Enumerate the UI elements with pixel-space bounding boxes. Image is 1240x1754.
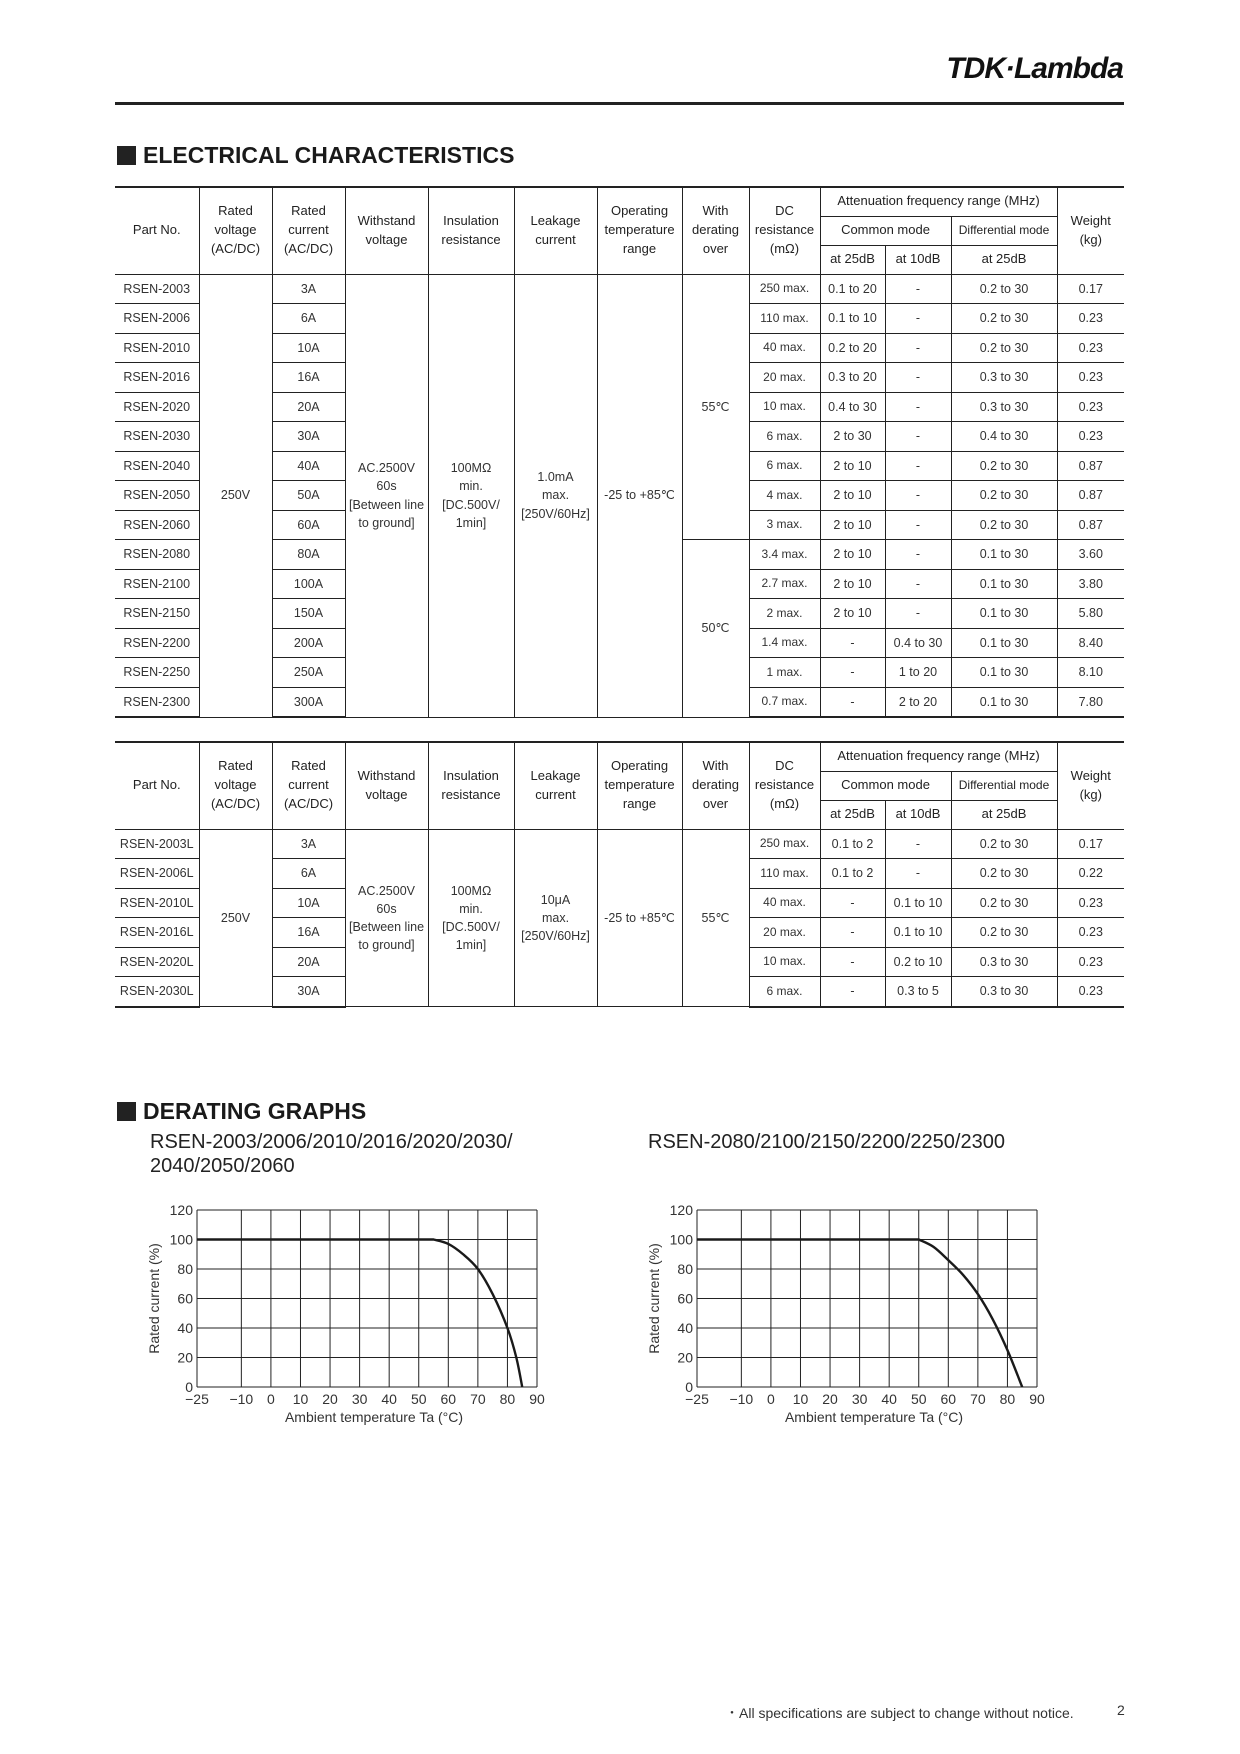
svg-text:60: 60 (177, 1290, 193, 1307)
cm-10db-cell: - (885, 510, 951, 540)
th-operating-temperature: Operating temperature range (597, 742, 682, 829)
derating-cell: 55℃ (682, 829, 749, 1007)
part-no-cell: RSEN-2080 (115, 540, 199, 570)
dc-resistance-cell: 6 max. (749, 451, 820, 481)
part-no-cell: RSEN-2020 (115, 392, 199, 422)
part-no-cell: RSEN-2040 (115, 451, 199, 481)
dm-25db-cell: 0.2 to 30 (951, 304, 1057, 334)
weight-cell: 0.87 (1057, 481, 1124, 511)
svg-text:70: 70 (470, 1391, 486, 1407)
dm-25db-cell: 0.2 to 30 (951, 859, 1057, 889)
tdk-lambda-logo: TDK·Lambda (946, 52, 1123, 85)
cm-25db-cell: 2 to 10 (820, 481, 885, 511)
svg-text:80: 80 (677, 1261, 693, 1277)
dc-resistance-cell: 1 max. (749, 658, 820, 688)
part-no-cell: RSEN-2010L (115, 888, 199, 918)
weight-cell: 0.22 (1057, 859, 1124, 889)
cm-10db-cell: 0.4 to 30 (885, 628, 951, 658)
rated-current-cell: 200A (272, 628, 345, 658)
svg-text:−25: −25 (185, 1391, 209, 1407)
weight-cell: 7.80 (1057, 687, 1124, 717)
part-no-cell: RSEN-2030 (115, 422, 199, 452)
section-heading-derating (117, 1098, 366, 1125)
dm-25db-cell: 0.1 to 30 (951, 687, 1057, 717)
dm-25db-cell: 0.1 to 30 (951, 599, 1057, 629)
th-cm-10db: at 10dB (885, 245, 951, 274)
weight-cell: 0.23 (1057, 304, 1124, 334)
insulation-resistance-cell: 100MΩ min. [DC.500V/ 1min] (428, 829, 514, 1007)
svg-text:120: 120 (169, 1202, 193, 1218)
weight-cell: 0.87 (1057, 451, 1124, 481)
dc-resistance-cell: 4 max. (749, 481, 820, 511)
cm-10db-cell: 0.2 to 10 (885, 947, 951, 977)
dm-25db-cell: 0.1 to 30 (951, 540, 1057, 570)
rated-current-cell: 30A (272, 422, 345, 452)
th-derating: With derating over (682, 742, 749, 829)
th-rated-voltage: Rated voltage (AC/DC) (199, 187, 272, 274)
cm-25db-cell: - (820, 687, 885, 717)
weight-cell: 0.23 (1057, 392, 1124, 422)
derating-cell: 50℃ (682, 540, 749, 718)
cm-10db-cell: - (885, 363, 951, 393)
insulation-resistance-cell: 100MΩ min. [DC.500V/ 1min] (428, 274, 514, 717)
weight-cell: 0.23 (1057, 422, 1124, 452)
dm-25db-cell: 0.2 to 30 (951, 510, 1057, 540)
svg-text:40: 40 (677, 1320, 693, 1336)
cm-10db-cell: - (885, 422, 951, 452)
th-dc-resistance: DC resistance (mΩ) (749, 742, 820, 829)
rated-current-cell: 20A (272, 947, 345, 977)
dm-25db-cell: 0.4 to 30 (951, 422, 1057, 452)
x-axis-label: Ambient temperature Ta (°C) (284, 1409, 464, 1425)
svg-text:80: 80 (999, 1391, 1016, 1407)
cm-10db-cell: - (885, 304, 951, 334)
dm-25db-cell: 0.1 to 30 (951, 628, 1057, 658)
cm-25db-cell: 2 to 10 (820, 569, 885, 599)
th-attenuation: Attenuation frequency range (MHz) (820, 187, 1057, 216)
footer-note: ・All specifications are subject to change without notice. (725, 1705, 1074, 1721)
svg-text:−25: −25 (685, 1391, 709, 1407)
cm-10db-cell: 1 to 20 (885, 658, 951, 688)
dc-resistance-cell: 110 max. (749, 859, 820, 889)
dc-resistance-cell: 6 max. (749, 422, 820, 452)
th-part-no: Part No. (115, 742, 199, 829)
dc-resistance-cell: 2 max. (749, 599, 820, 629)
svg-text:20: 20 (677, 1349, 693, 1366)
dc-resistance-cell: 6 max. (749, 977, 820, 1007)
th-differential-mode: Differential mode (951, 216, 1057, 245)
dc-resistance-cell: 10 max. (749, 947, 820, 977)
table-body (115, 829, 1124, 1007)
svg-text:90: 90 (1029, 1391, 1045, 1407)
svg-text:20: 20 (322, 1391, 338, 1407)
cm-25db-cell: - (820, 977, 885, 1007)
weight-cell: 0.23 (1057, 918, 1124, 948)
svg-text:−10: −10 (229, 1391, 254, 1407)
rated-current-cell: 80A (272, 540, 345, 570)
cm-10db-cell: - (885, 451, 951, 481)
rated-current-cell: 300A (272, 687, 345, 717)
derating-cell: 55℃ (682, 274, 749, 540)
cm-10db-cell: 2 to 20 (885, 687, 951, 717)
rated-current-cell: 16A (272, 918, 345, 948)
rated-current-cell: 50A (272, 481, 345, 511)
cm-25db-cell: - (820, 947, 885, 977)
cm-25db-cell: - (820, 628, 885, 658)
dc-resistance-cell: 0.7 max. (749, 687, 820, 717)
heading-text: DERATING GRAPHS (143, 1098, 367, 1124)
cm-25db-cell: 0.4 to 30 (820, 392, 885, 422)
dc-resistance-cell: 250 max. (749, 274, 820, 304)
svg-text:120: 120 (669, 1202, 693, 1218)
cm-10db-cell: - (885, 333, 951, 363)
svg-text:10: 10 (792, 1391, 809, 1407)
dm-25db-cell: 0.3 to 30 (951, 392, 1057, 422)
y-axis-label: Rated current (%) (646, 1243, 662, 1354)
cm-25db-cell: - (820, 658, 885, 688)
x-axis-label: Ambient temperature Ta (°C) (784, 1409, 964, 1425)
part-no-cell: RSEN-2010 (115, 333, 199, 363)
table-body (115, 274, 1124, 717)
part-no-cell: RSEN-2016L (115, 918, 199, 948)
svg-text:20: 20 (822, 1391, 838, 1407)
th-dm-25db: at 25dB (951, 245, 1057, 274)
svg-text:60: 60 (940, 1391, 957, 1407)
dm-25db-cell: 0.3 to 30 (951, 977, 1057, 1007)
svg-text:40: 40 (881, 1391, 897, 1407)
dc-resistance-cell: 40 max. (749, 888, 820, 918)
th-leakage-current: Leakage current (514, 187, 597, 274)
derating-chart-2 (640, 1195, 1060, 1435)
operating-temp-cell: -25 to +85℃ (597, 829, 682, 1007)
th-leakage-current: Leakage current (514, 742, 597, 829)
part-no-cell: RSEN-2003L (115, 829, 199, 859)
cm-10db-cell: - (885, 599, 951, 629)
withstand-voltage-cell: AC.2500V 60s [Between line to ground] (345, 829, 428, 1007)
chart1-title: RSEN-2003/2006/2010/2016/2020/2030/ 2040/2050/2060 (150, 1131, 513, 1178)
part-no-cell: RSEN-2020L (115, 947, 199, 977)
weight-cell: 0.23 (1057, 888, 1124, 918)
dm-25db-cell: 0.2 to 30 (951, 829, 1057, 859)
svg-text:30: 30 (351, 1391, 368, 1407)
weight-cell: 0.23 (1057, 363, 1124, 393)
dm-25db-cell: 0.3 to 30 (951, 363, 1057, 393)
part-no-cell: RSEN-2060 (115, 510, 199, 540)
cm-10db-cell: 0.1 to 10 (885, 888, 951, 918)
dm-25db-cell: 0.2 to 30 (951, 333, 1057, 363)
table-row (115, 829, 1124, 859)
dm-25db-cell: 0.2 to 30 (951, 481, 1057, 511)
part-no-cell: RSEN-2050 (115, 481, 199, 511)
table-row (115, 274, 1124, 304)
weight-cell: 0.87 (1057, 510, 1124, 540)
svg-text:10: 10 (292, 1391, 309, 1407)
withstand-voltage-cell: AC.2500V 60s [Between line to ground] (345, 274, 428, 717)
rated-current-cell: 10A (272, 888, 345, 918)
cm-25db-cell: 0.2 to 20 (820, 333, 885, 363)
cm-10db-cell: - (885, 481, 951, 511)
svg-text:40: 40 (177, 1320, 193, 1336)
svg-text:0: 0 (185, 1379, 193, 1395)
rated-current-cell: 6A (272, 859, 345, 889)
heading-square-icon (117, 1102, 136, 1121)
dm-25db-cell: 0.1 to 30 (951, 569, 1057, 599)
weight-cell: 8.40 (1057, 628, 1124, 658)
section-heading-electrical (117, 142, 514, 169)
cm-25db-cell: 0.1 to 10 (820, 304, 885, 334)
leakage-current-cell: 10μA max. [250V/60Hz] (514, 829, 597, 1007)
part-no-cell: RSEN-2030L (115, 977, 199, 1007)
cm-10db-cell: - (885, 569, 951, 599)
svg-text:100: 100 (669, 1231, 693, 1248)
th-rated-current: Rated current (AC/DC) (272, 742, 345, 829)
cm-10db-cell: - (885, 859, 951, 889)
th-insulation-resistance: Insulation resistance (428, 742, 514, 829)
dm-25db-cell: 0.1 to 30 (951, 658, 1057, 688)
derating-chart-1 (140, 1195, 560, 1435)
cm-25db-cell: 2 to 10 (820, 451, 885, 481)
dc-resistance-cell: 110 max. (749, 304, 820, 334)
dc-resistance-cell: 250 max. (749, 829, 820, 859)
svg-text:80: 80 (499, 1391, 516, 1407)
rated-voltage-cell: 250V (199, 274, 272, 717)
part-no-cell: RSEN-2006L (115, 859, 199, 889)
svg-text:20: 20 (177, 1349, 193, 1366)
rated-current-cell: 40A (272, 451, 345, 481)
chart2-title: RSEN-2080/2100/2150/2200/2250/2300 (648, 1131, 1005, 1153)
header-rule (115, 102, 1124, 105)
cm-25db-cell: - (820, 888, 885, 918)
y-axis-label: Rated current (%) (146, 1243, 162, 1354)
weight-cell: 5.80 (1057, 599, 1124, 629)
operating-temp-cell: -25 to +85℃ (597, 274, 682, 717)
th-cm-25db: at 25dB (820, 800, 885, 829)
svg-text:70: 70 (970, 1391, 986, 1407)
part-no-cell: RSEN-2003 (115, 274, 199, 304)
dc-resistance-cell: 3.4 max. (749, 540, 820, 570)
dm-25db-cell: 0.2 to 30 (951, 451, 1057, 481)
rated-current-cell: 16A (272, 363, 345, 393)
weight-cell: 3.80 (1057, 569, 1124, 599)
rated-voltage-cell: 250V (199, 829, 272, 1007)
cm-25db-cell: 2 to 30 (820, 422, 885, 452)
th-insulation-resistance: Insulation resistance (428, 187, 514, 274)
th-withstand-voltage: Withstand voltage (345, 742, 428, 829)
dc-resistance-cell: 20 max. (749, 363, 820, 393)
dm-25db-cell: 0.3 to 30 (951, 947, 1057, 977)
weight-cell: 0.23 (1057, 947, 1124, 977)
dm-25db-cell: 0.2 to 30 (951, 274, 1057, 304)
weight-cell: 0.23 (1057, 333, 1124, 363)
th-weight: Weight (kg) (1057, 742, 1124, 829)
part-no-cell: RSEN-2200 (115, 628, 199, 658)
weight-cell: 0.17 (1057, 274, 1124, 304)
cm-25db-cell: 0.1 to 2 (820, 859, 885, 889)
svg-text:0: 0 (267, 1391, 275, 1407)
th-rated-voltage: Rated voltage (AC/DC) (199, 742, 272, 829)
th-withstand-voltage: Withstand voltage (345, 187, 428, 274)
cm-10db-cell: - (885, 540, 951, 570)
dc-resistance-cell: 3 max. (749, 510, 820, 540)
cm-25db-cell: 2 to 10 (820, 599, 885, 629)
svg-text:80: 80 (177, 1261, 193, 1277)
th-dm-25db: at 25dB (951, 800, 1057, 829)
th-common-mode: Common mode (820, 216, 951, 245)
rated-current-cell: 20A (272, 392, 345, 422)
svg-text:100: 100 (169, 1231, 193, 1248)
table-header (115, 742, 1124, 829)
dc-resistance-cell: 40 max. (749, 333, 820, 363)
cm-10db-cell: - (885, 392, 951, 422)
svg-text:50: 50 (910, 1391, 927, 1407)
svg-text:0: 0 (685, 1379, 693, 1395)
page-number: 2 (1117, 1702, 1125, 1718)
part-no-cell: RSEN-2100 (115, 569, 199, 599)
part-no-cell: RSEN-2150 (115, 599, 199, 629)
cm-10db-cell: - (885, 829, 951, 859)
part-no-cell: RSEN-2300 (115, 687, 199, 717)
svg-text:60: 60 (440, 1391, 457, 1407)
dm-25db-cell: 0.2 to 30 (951, 888, 1057, 918)
weight-cell: 0.23 (1057, 977, 1124, 1007)
part-no-cell: RSEN-2006 (115, 304, 199, 334)
th-differential-mode: Differential mode (951, 771, 1057, 800)
rated-current-cell: 100A (272, 569, 345, 599)
dm-25db-cell: 0.2 to 30 (951, 918, 1057, 948)
cm-25db-cell: 0.3 to 20 (820, 363, 885, 393)
leakage-current-cell: 1.0mA max. [250V/60Hz] (514, 274, 597, 717)
th-common-mode: Common mode (820, 771, 951, 800)
th-rated-current: Rated current (AC/DC) (272, 187, 345, 274)
svg-text:50: 50 (410, 1391, 427, 1407)
th-cm-10db: at 10dB (885, 800, 951, 829)
rated-current-cell: 60A (272, 510, 345, 540)
th-cm-25db: at 25dB (820, 245, 885, 274)
dc-resistance-cell: 2.7 max. (749, 569, 820, 599)
th-derating: With derating over (682, 187, 749, 274)
dc-resistance-cell: 1.4 max. (749, 628, 820, 658)
cm-25db-cell: 0.1 to 2 (820, 829, 885, 859)
electrical-characteristics-table-low-leakage (115, 741, 1124, 1008)
svg-text:30: 30 (851, 1391, 868, 1407)
cm-10db-cell: - (885, 274, 951, 304)
svg-text:0: 0 (767, 1391, 775, 1407)
part-no-cell: RSEN-2250 (115, 658, 199, 688)
part-no-cell: RSEN-2016 (115, 363, 199, 393)
svg-text:−10: −10 (729, 1391, 754, 1407)
rated-current-cell: 10A (272, 333, 345, 363)
th-weight: Weight (kg) (1057, 187, 1124, 274)
cm-25db-cell: 0.1 to 20 (820, 274, 885, 304)
rated-current-cell: 150A (272, 599, 345, 629)
rated-current-cell: 250A (272, 658, 345, 688)
rated-current-cell: 6A (272, 304, 345, 334)
dc-resistance-cell: 10 max. (749, 392, 820, 422)
dc-resistance-cell: 20 max. (749, 918, 820, 948)
svg-text:90: 90 (529, 1391, 545, 1407)
th-operating-temperature: Operating temperature range (597, 187, 682, 274)
rated-current-cell: 3A (272, 829, 345, 859)
cm-10db-cell: 0.1 to 10 (885, 918, 951, 948)
th-dc-resistance: DC resistance (mΩ) (749, 187, 820, 274)
table-header (115, 187, 1124, 274)
rated-current-cell: 30A (272, 977, 345, 1007)
electrical-characteristics-table (115, 186, 1124, 718)
cm-10db-cell: 0.3 to 5 (885, 977, 951, 1007)
cm-25db-cell: 2 to 10 (820, 540, 885, 570)
th-part-no: Part No. (115, 187, 199, 274)
heading-text: ELECTRICAL CHARACTERISTICS (143, 142, 515, 168)
th-attenuation: Attenuation frequency range (MHz) (820, 742, 1057, 771)
heading-square-icon (117, 146, 136, 165)
cm-25db-cell: 2 to 10 (820, 510, 885, 540)
weight-cell: 3.60 (1057, 540, 1124, 570)
weight-cell: 0.17 (1057, 829, 1124, 859)
svg-text:60: 60 (677, 1290, 693, 1307)
svg-text:40: 40 (381, 1391, 397, 1407)
cm-25db-cell: - (820, 918, 885, 948)
weight-cell: 8.10 (1057, 658, 1124, 688)
rated-current-cell: 3A (272, 274, 345, 304)
